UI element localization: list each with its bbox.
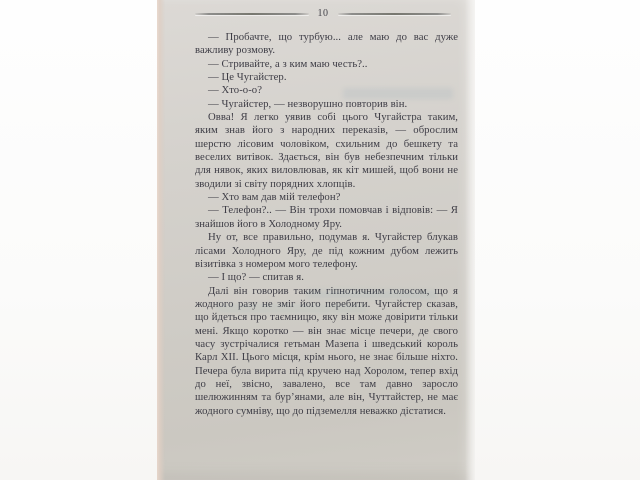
header-rule-left <box>195 13 309 15</box>
page-number: 10 <box>317 8 329 19</box>
paragraph: — Хто вам дав мій телефон? <box>208 191 341 204</box>
page-text-block <box>195 31 458 418</box>
paragraph: Овва! Я легко уявив собі цього Чугайстра таким, яким знав його з народних переказів, — оброслим шерстю лісовим чоловіком, схильним до бешкету та веселих витівок. Здається, він був небезпечним тільки для нявок, яких виловлював, як кіт мишей, щоб вони не зводили зі світу порядних хлопців. <box>195 111 458 190</box>
book-page <box>157 0 475 480</box>
paragraph: — Чугайстер, — незворушно повторив він. <box>208 97 408 110</box>
paragraph: — І що? — спитав я. <box>208 271 304 284</box>
page-edge-shade <box>465 0 475 480</box>
header-rule-right <box>338 13 452 15</box>
running-head <box>195 9 451 19</box>
paragraph: — Стривайте, а з ким маю честь?.. <box>208 57 368 70</box>
paragraph: — Телефон?.. — Він трохи помовчав і відповів: — Я знайшов його в Холодному Яру. <box>195 204 458 230</box>
page-gutter-edge <box>157 0 165 480</box>
paragraph: — Хто-о-о? <box>208 84 262 97</box>
paragraph: — Пробачте, що турбую... але маю до вас дуже важливу розмову. <box>195 31 458 57</box>
paragraph: — Це Чугайстер. <box>208 71 287 84</box>
paragraph: Далі він говорив таким гіпнотичним голосом, що я жодного разу не зміг його перебити. Чугайстер сказав, що йдеться про таємницю, яку він може довірити тільки мені. Якщо коротко — він знає місце печери, де свого часу зустрічалися гетьман Мазепа і шведський король Карл XII. Цього місця, крім нього, не знає більше ніхто. Печера була вирита під кручею над Хоролом, тепер вхід до неї, звісно, завалено, все там давно заросло шелюжинням та бур’янами, але він, Чуттайстер, не має жодного сумніву, що до підземелля неважко дістатися. <box>195 284 458 417</box>
paragraph: Ну от, все правильно, подумав я. Чугайстер блукав лісами Холодного Яру, де під кожним дубом лежить візитівка з номером мого телефону. <box>195 231 458 270</box>
